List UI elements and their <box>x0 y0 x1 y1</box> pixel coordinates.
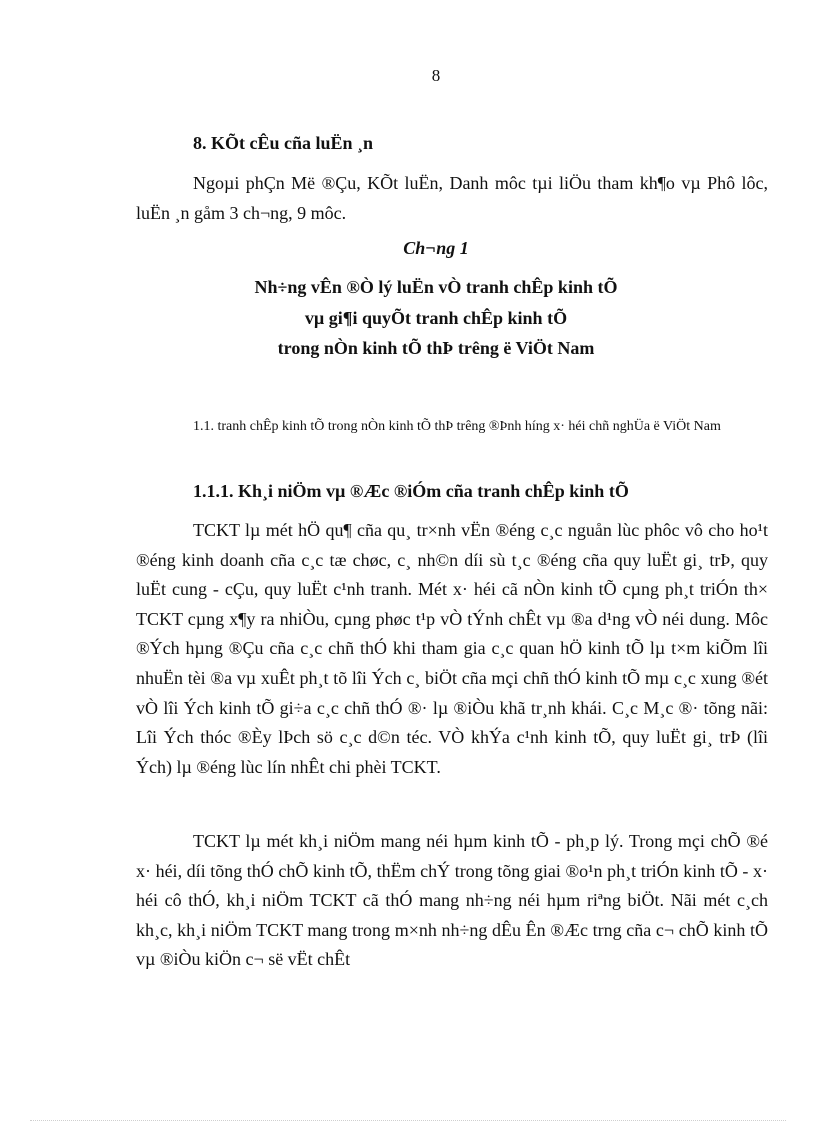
chapter-title <box>0 272 816 364</box>
body-paragraph-2-text: TCKT lµ mét kh¸i niÖm mang néi hµm kinh tÕ - ph¸p lý. Trong mçi chÕ ®é x· héi, díi tõng thÓ chÕ kinh tÕ, thËm chÝ trong tõng giai ®o¹n ph¸t triÓn kinh tÕ - x· héi cô thÓ, kh¸i niÖm TCKT cã thÓ mang nh÷ng néi hµm riªng biÖt. Nãi mét c¸ch kh¸c, kh¸i niÖm TCKT mang trong m×nh nh÷ng dÊu Ên ®Æc trng cña c¬ chÕ kinh tÕ vµ ®iÒu kiÖn c¬ së vËt chÊt <box>136 831 768 970</box>
chapter-title-line: vµ gi¶i quyÕt tranh chÊp kinh tÕ <box>304 307 568 328</box>
section-paragraph-text: Ngoµi phÇn Më ®Çu, KÕt luËn, Danh môc tµi liÖu tham kh¶o vµ Phô lôc, luËn ¸n gåm 3 ch¬ng, 9 môc. <box>136 173 768 223</box>
section-paragraph <box>136 169 768 228</box>
subsubsection-heading: 1.1.1. Kh¸i niÖm vµ ®Æc ®iÓm cña tranh chÊp kinh tÕ <box>193 481 629 501</box>
page-number: 8 <box>431 66 441 85</box>
subsection-heading <box>136 413 768 441</box>
subsection-heading-text: 1.1. tranh chÊp kinh tÕ trong nÒn kinh tÕ thÞ trêng ®Þnh híng x· héi chñ nghÜa ë ViÖt Nam <box>193 419 721 434</box>
footer-rule <box>30 1120 786 1121</box>
chapter-label: Ch¬ng 1 <box>403 238 469 258</box>
body-paragraph-2 <box>136 827 768 975</box>
body-paragraph-1 <box>136 516 768 782</box>
chapter-title-line: trong nÒn kinh tÕ thÞ trêng ë ViÖt Nam <box>277 338 595 358</box>
section-heading: 8. KÕt cÊu cña luËn ¸n <box>193 133 374 153</box>
chapter-title-line: Nh÷ng vÊn ®Ò lý luËn vÒ tranh chÊp kinh tÕ <box>254 277 618 297</box>
body-paragraph-1-text: TCKT lµ mét hÖ qu¶ cña qu¸ tr×nh vËn ®éng c¸c nguån lùc phôc vô cho ho¹t ®éng kinh doanh cña c¸c tæ chøc, c¸ nh©n díi sù t¸c ®éng cña quy luËt gi¸ trÞ, quy luËt cung - cÇu, quy luËt c¹nh tranh. Mét x· héi cã nÒn kinh tÕ cµng ph¸t triÓn th× TCKT cµng x¶y ra nhiÒu, cµng phøc t¹p vÒ tÝnh chÊt vµ ®a d¹ng vÒ néi dung. Môc ®Ých hµng ®Çu cña c¸c chñ thÓ khi tham gia c¸c quan hÖ kinh tÕ lµ t×m kiÕm lîi nhuËn tèi ®a vµ xuÊt ph¸t tõ lîi Ých c¸ biÖt cña mçi chñ thÓ kinh tÕ mµ c¸c xung ®ét vÒ lîi Ých kinh tÕ gi÷a c¸c chñ thÓ ®· lµ ®iÒu khã tr¸nh khái. C¸c M¸c ®· tõng nãi: Lîi Ých thóc ®Èy lÞch sö c¸c d©n téc. VÒ khÝa c¹nh kinh tÕ, quy luËt gi¸ trÞ (lîi Ých) lµ ®éng lùc lín nhÊt chi phèi TCKT. <box>136 520 768 777</box>
